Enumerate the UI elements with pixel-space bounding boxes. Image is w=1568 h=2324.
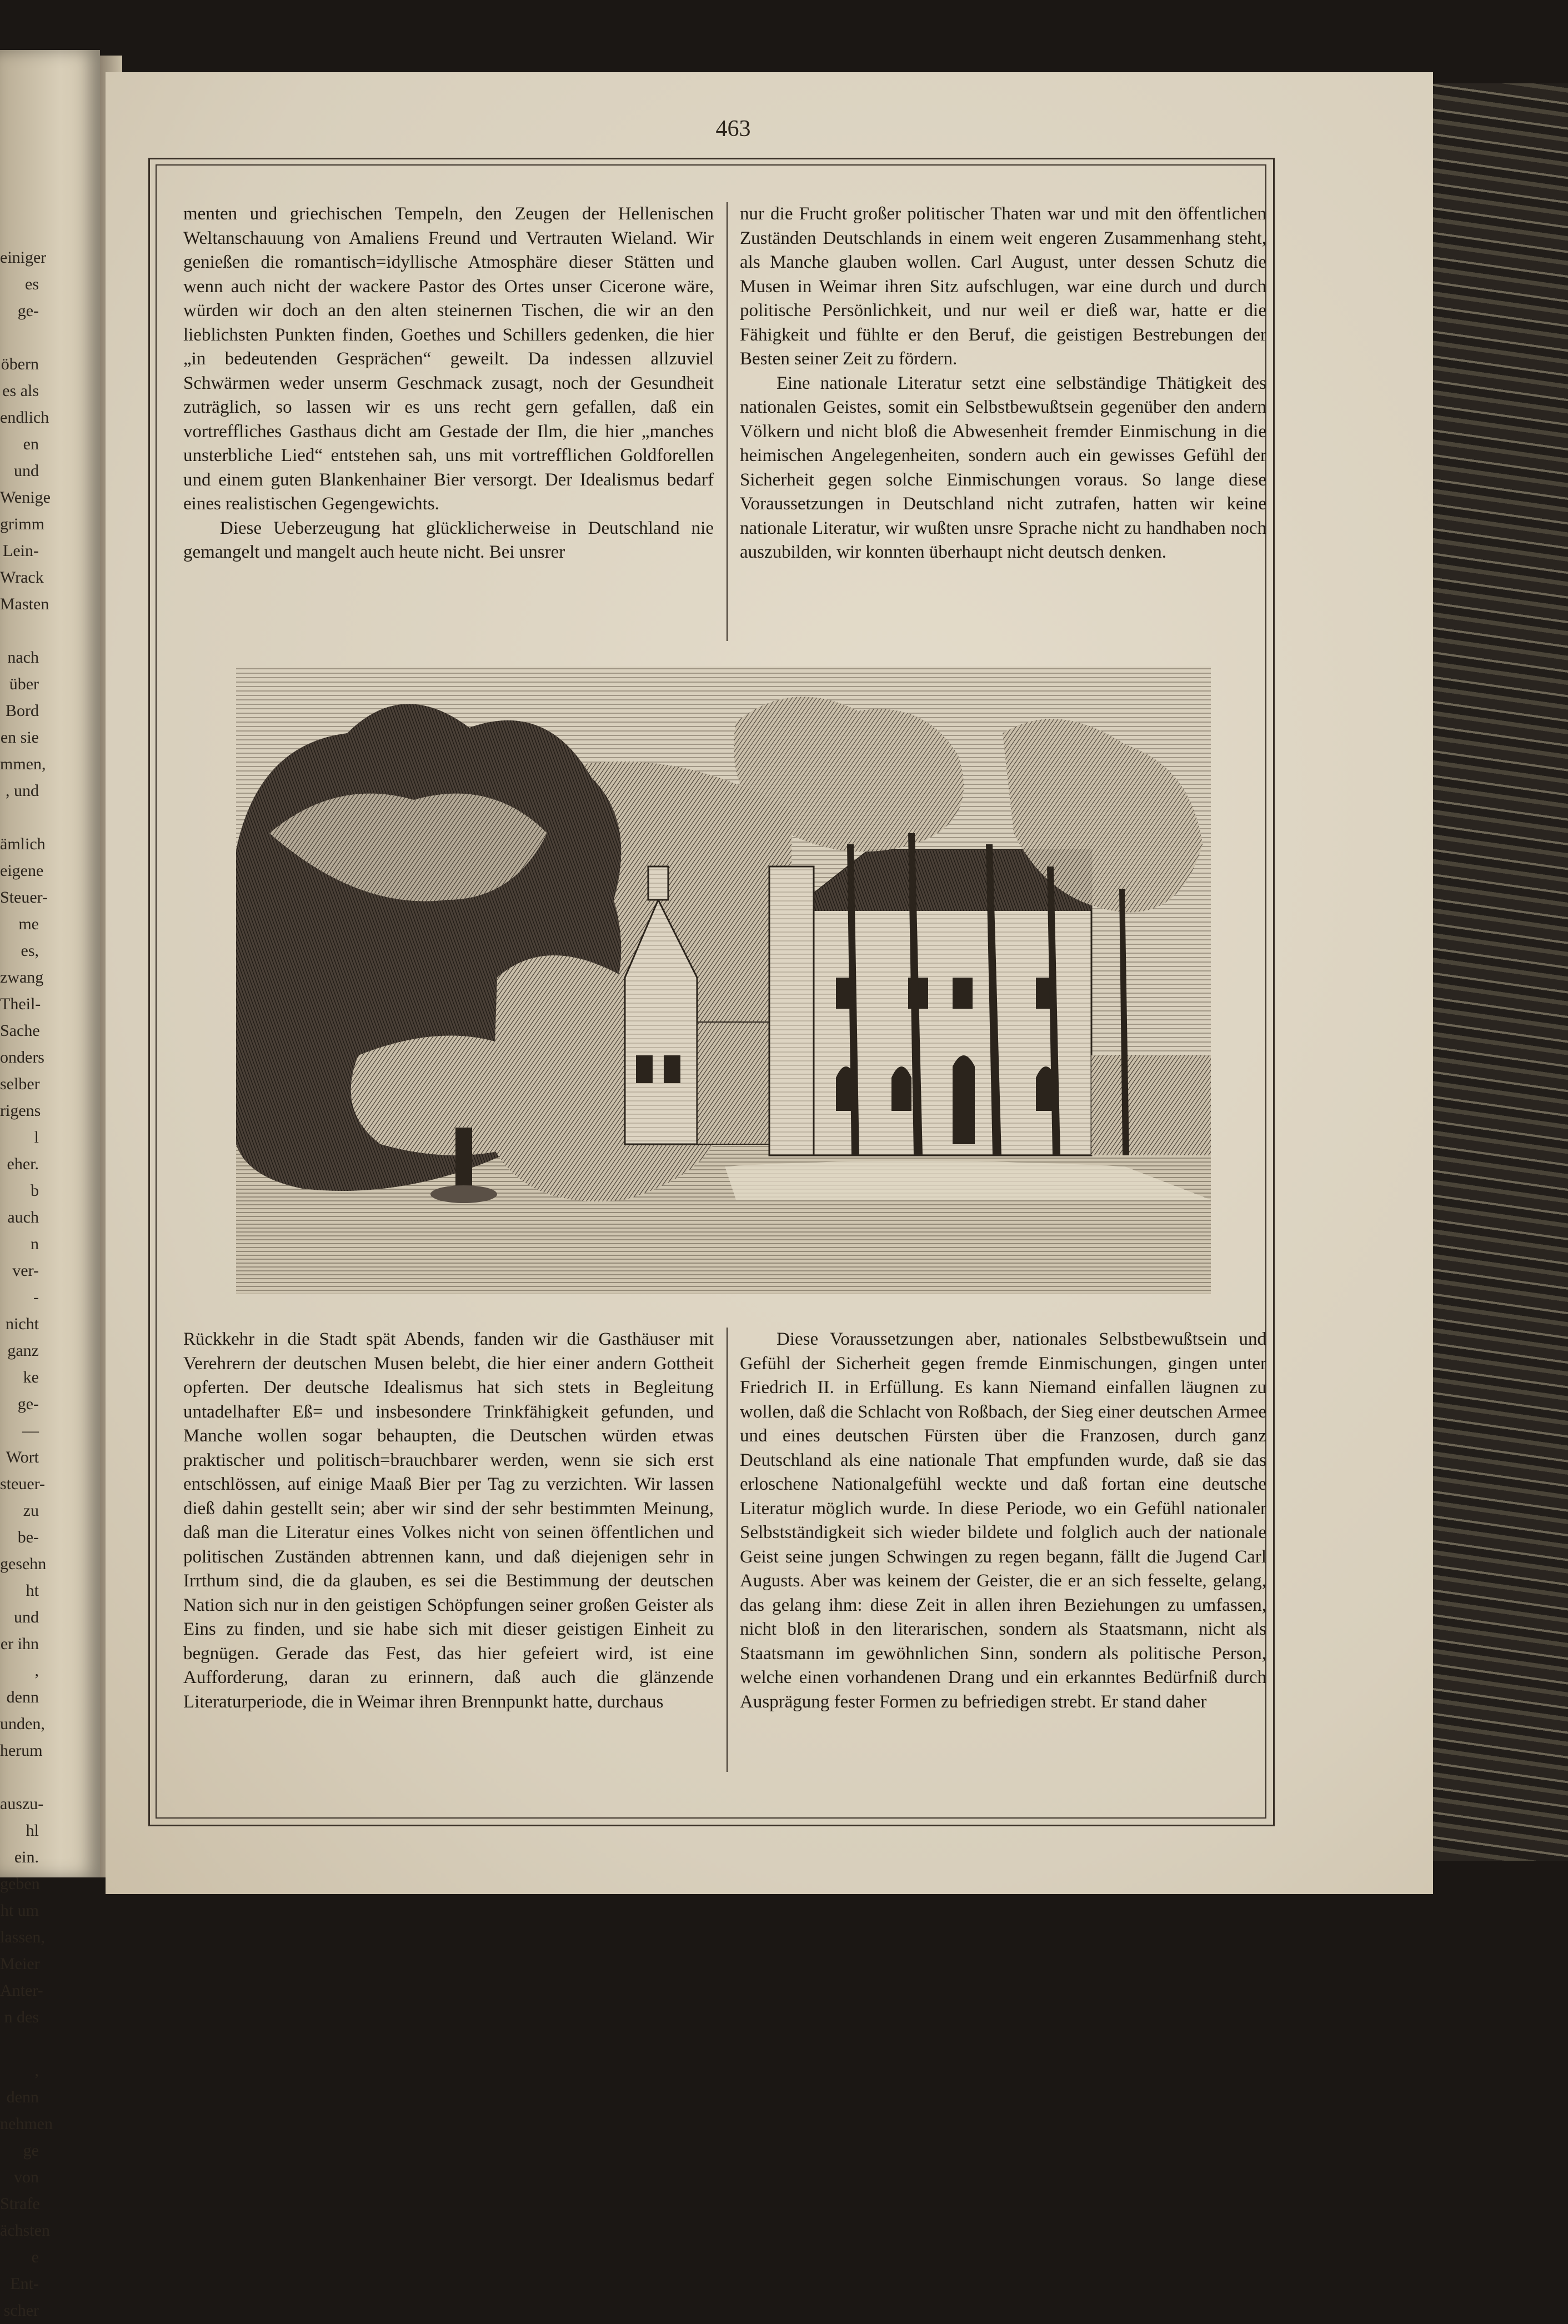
column-top-left bbox=[183, 202, 714, 565]
book-cover-edge bbox=[1433, 83, 1568, 1861]
previous-page bbox=[0, 50, 100, 2320]
paragraph: menten und griechischen Tempeln, den Zeugen der Hellenischen Weltanschauung von Amaliens Freund und Vertrauten Wieland. Wir genießen die romantisch=idyllische Atmosphäre dieser Stätten und wenn auch nicht der wackere Pastor des Ortes unser Cicerone wäre, würden wir doch an den alten steinernen Tischen, die wir an den lieblichsten Punkten finden, Goethes und Schillers gedenken, die hier „in bedeutenden Gesprächen“ geweilt. Da indessen allzuviel Schwärmen weder unserm Geschmack zusagt, noch der Gesundheit zuträglich, so lassen wir es uns recht gern gefallen, daß ein vortreffliches Gasthaus dicht am Gestade der Ilm, die hier „manches unsterbliche Lied“ entstehen sah, uns mit vortrefflichen Goldforellen und einem guten Blankenhainer Bier versorgt. Der Idealismus bedarf eines realistischen Gegengewichts. bbox=[183, 204, 714, 514]
engraving-illustration bbox=[236, 667, 1211, 1294]
paragraph: nur die Frucht großer politischer Thaten war und mit den öffentlichen Zuständen Deutschlands in einem weit engeren Zusammenhang steht, als Manche glauben wollen. Carl August, unter dessen Schutz die Musen in Weimar ihren Sitz aufschlugen, war eine durch und durch politische Persönlichkeit, und nur weil er dieß war, hatte er die Fähigkeit und fühlte er den Beruf, die geistigen Bestrebungen der Besten seiner Zeit zu fördern. bbox=[740, 204, 1266, 369]
paragraph: Eine nationale Literatur setzt eine selbständige Thätigkeit des nationalen Geistes, somit ein Selbstbewußtsein gegenüber den andern Völkern und nicht bloß die Abwesenheit fremder Einmischung in die heimischen Angelegenheiten, sondern auch ein gewisses Gefühl der Sicherheit gegen solche Einmischungen voraus. So lange diese Voraussetzungen in Deutschland nicht zutrafen, hatten wir keine nationale Literatur, wir wußten unsre Sprache nicht zu handhaben noch auszubilden, wir konnten überhaupt nicht deutsch denken. bbox=[740, 373, 1266, 562]
previous-page-text: einiger es ge- öbern es als endlich en und Wenige grimm Lein- Wrack Masten nach über Bord en sie mmen, , und ämlich eigene Steuer- me es, zwang Theil- Sache onders selber rigens l eher. b auch n ver- - nicht ganz ke ge- — Wort steuer- zu be- gesehn ht und er ihn , denn unden, herum auszu- hl ein. geben ht um lassen, Meier Anter- n des , denn nehmen ge von Strafe ächsten e Ent- scher bbox=[0, 248, 53, 2320]
column-divider-bottom bbox=[727, 1328, 728, 1772]
paragraph: Diese Voraussetzungen aber, nationales Selbstbewußtsein und Gefühl der Sicherheit gegen fremde Einmischungen, gingen unter Friedrich II. in Erfüllung. Es kann Niemand einfallen läugnen zu wollen, daß die Schlacht von Roßbach, der Sieg einer deutschen Armee und eines deutschen Fürsten über die Franzosen, durch ganz Deutschland als eine nationale That empfunden wurde, daß sie das erloschene Nationalgefühl weckte und daß fortan eine deutsche Literatur möglich wurde. In diese Periode, wo ein Gefühl nationaler Selbstständigkeit sich wieder bildete und folglich auch der nationale Geist seine jungen Schwingen zu regen begann, fällt die Jugend Carl Augusts. Aber was keinem der Geister, die er an sich fesselte, gelang, das gelang ihm: diese Zeit in allen ihren Beziehungen zu umfassen, nicht bloß in den literarischen, sondern als Staatsmann, nicht als Staatsmann im gewöhnlichen Sinn, sondern als politische Person, welche einen vorhandenen Drang und ein erkanntes Bedürfniß durch Ausprägung fester Formen zu befriedigen strebt. Er stand daher bbox=[740, 1329, 1266, 1712]
column-bottom-left bbox=[183, 1328, 714, 1714]
column-top-right bbox=[740, 202, 1266, 565]
page-number: 463 bbox=[715, 116, 751, 142]
paragraph: Diese Ueberzeugung hat glücklicherweise in Deutschland nie gemangelt und mangelt auch heute nicht. Bei unsrer bbox=[183, 518, 714, 562]
paragraph: Rückkehr in die Stadt spät Abends, fanden wir die Gasthäuser mit Verehrern der deutschen Musen belebt, die hier einer andern Gottheit opferten. Der deutsche Idealismus hat sich stets in Begleitung untadelhafter Eß= und insbesondere Trinkfähigkeit gefunden, und Manche wollen sogar behaupten, die Deutschen würden etwas praktischer und politisch=brauchbarer werden, wenn sie sich erst entschlössen, auf einige Maaß Bier per Tag zu verzichten. Wir lassen dieß dahin gestellt sein; aber wir sind der sehr bestimmten Meinung, daß man die Literatur eines Volkes nicht von seinen öffentlichen und politischen Zuständen abtrennen kann, und daß diejenigen sehr in Irrthum sind, die da glauben, es sei die Bestimmung der deutschen Nation sich nur in den geistigen Schöpfungen seiner großen Geister als Eins zu finden, und sie habe sich mit dieser geistigen Einheit zu begnügen. Gerade das Fest, das hier gefeiert wird, ist eine Aufforderung, daran zu erinnern, daß auch die glänzende Literaturperiode, die in Weimar ihren Brennpunkt hatte, durchaus bbox=[183, 1329, 714, 1712]
column-bottom-right bbox=[740, 1328, 1266, 1714]
column-divider-top bbox=[727, 202, 728, 641]
